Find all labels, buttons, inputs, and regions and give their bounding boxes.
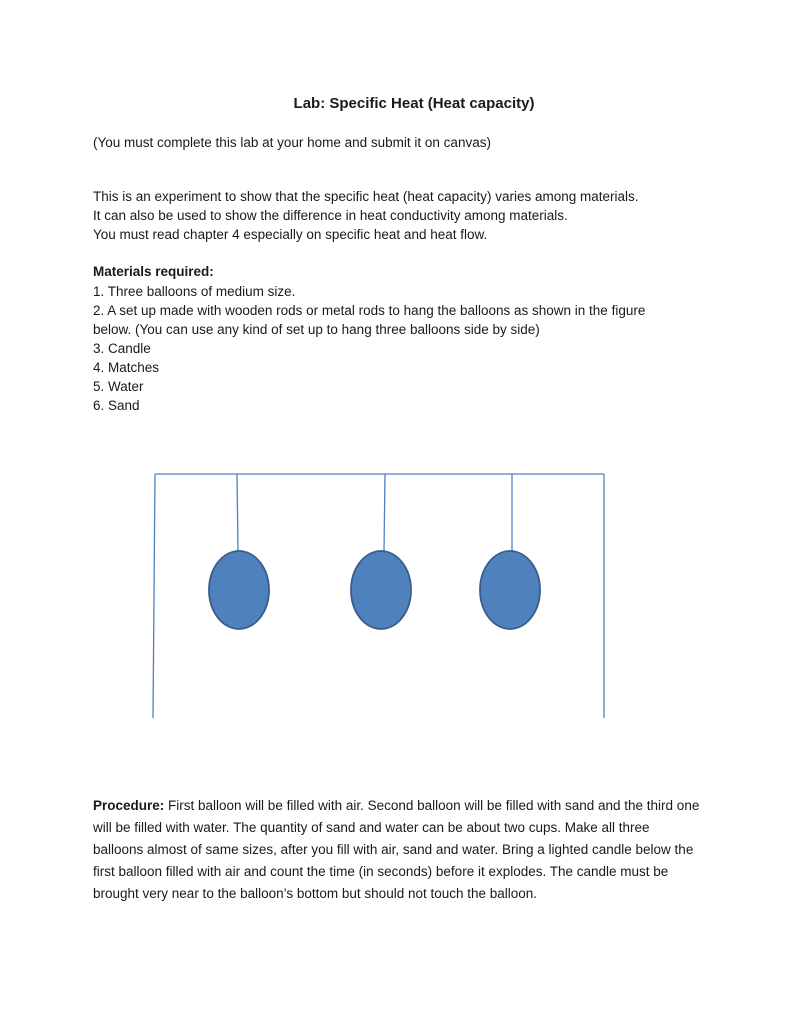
materials-item: 4. Matches [93,360,160,375]
frame-left-post [153,474,155,718]
procedure-heading: Procedure: [93,798,165,813]
submission-note: (You must complete this lab at your home and submit it on canvas) [93,135,491,150]
balloon-water [480,551,540,629]
procedure-text: First balloon will be filled with air. Second balloon will be filled with sand and the third one will be filled with water. The quantity of sand and water can be about two cups. Make all three balloons almost of same sizes, after you fill with air, sand and water. Bring a lighted candle below the first balloon filled with air and count the time (in seconds) before it explodes. The candle must be brought very near to the balloon’s bottom but should not touch the balloon. [93,798,700,901]
balloon-string [384,474,385,551]
procedure-paragraph [93,795,703,905]
materials-item: 2. A set up made with wooden rods or metal rods to hang the balloons as shown in the figure [93,303,646,318]
balloon-string [237,474,238,551]
materials-item: 3. Candle [93,341,151,356]
materials-item: 5. Water [93,379,144,394]
materials-item: 1. Three balloons of medium size. [93,284,296,299]
materials-heading: Materials required: [93,264,214,279]
balloon-air [209,551,269,629]
materials-item: below. (You can use any kind of set up to hang three balloons side by side) [93,322,540,337]
balloon-sand [351,551,411,629]
page-title: Lab: Specific Heat (Heat capacity) [293,95,535,112]
intro-line-1: This is an experiment to show that the specific heat (heat capacity) varies among materials. [93,189,639,204]
intro-line-3: You must read chapter 4 especially on specific heat and heat flow. [93,227,488,242]
materials-item: 6. Sand [93,398,140,413]
intro-line-2: It can also be used to show the difference in heat conductivity among materials. [93,208,568,223]
